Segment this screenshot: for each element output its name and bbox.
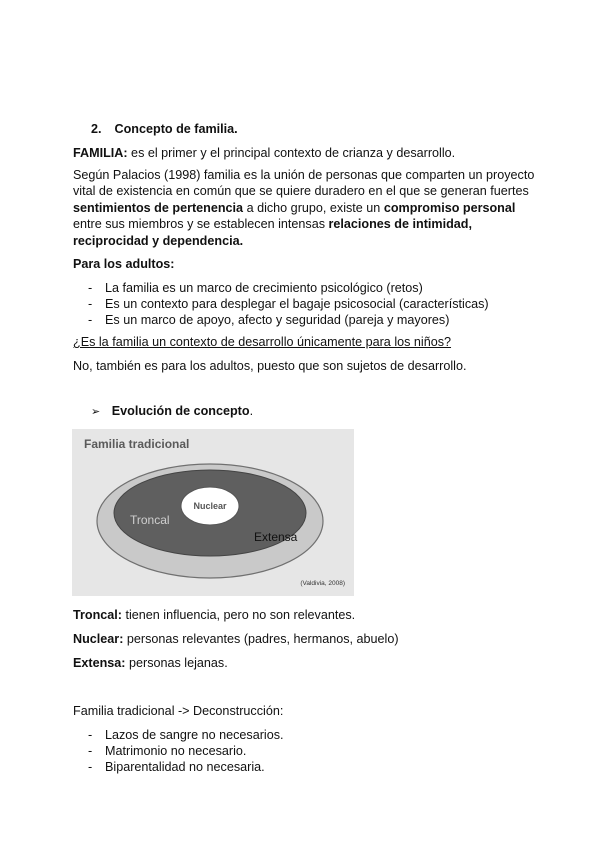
answer-line: No, también es para los adultos, puesto que son sujetos de desarrollo. [73, 359, 467, 373]
figure-citation: (Valdivia, 2008) [300, 580, 345, 587]
type-text: personas relevantes (padres, hermanos, abuelo) [123, 632, 399, 646]
palacios-paragraph [73, 167, 535, 249]
section-heading [91, 122, 238, 136]
troncal-label: Troncal [130, 513, 170, 527]
question-line: ¿Es la familia un contexto de desarrollo únicamente para los niños? [73, 335, 452, 349]
family-diagram [72, 429, 354, 596]
adults-heading: Para los adultos: [73, 257, 175, 271]
list-item-text: La familia es un marco de crecimiento psicológico (retos) [105, 281, 423, 295]
palacios-text-2: a dicho grupo, existe un [243, 200, 384, 215]
type-troncal [73, 607, 533, 623]
figure-title: Familia tradicional [84, 437, 190, 451]
palacios-bold-3: relaciones de intimidad, reciprocidad y dependencia. [73, 217, 472, 248]
type-text: personas lejanas. [125, 656, 228, 670]
evolution-heading [91, 404, 253, 418]
type-extensa [73, 655, 533, 671]
type-term: Extensa: [73, 656, 126, 670]
deconstruction-list [88, 727, 284, 776]
section-number: 2. [91, 122, 102, 136]
type-nuclear [73, 631, 533, 647]
type-term: Nuclear: [73, 632, 124, 646]
list-item-text: Biparentalidad no necesaria. [105, 760, 265, 775]
definition-line [73, 145, 533, 161]
adults-list [88, 280, 489, 329]
palacios-bold-1: sentimientos de pertenencia [73, 200, 244, 215]
list-item [88, 296, 489, 312]
dash-bullet: - [88, 297, 93, 312]
dash-bullet: - [88, 313, 93, 328]
list-item [88, 312, 489, 328]
dash-bullet: - [88, 744, 93, 759]
list-item-text: Matrimonio no necesario. [105, 744, 247, 759]
definition-term: FAMILIA: [73, 146, 128, 160]
dash-bullet: - [88, 760, 93, 775]
palacios-text-3: entre sus miembros y se establecen intensas [73, 217, 329, 232]
list-item [88, 759, 284, 775]
extensa-label: Extensa [254, 530, 298, 544]
list-item [88, 280, 489, 296]
arrow-bullet-icon: ➢ [91, 405, 101, 418]
palacios-bold-2: compromiso personal [383, 200, 516, 215]
dash-bullet: - [88, 281, 93, 295]
list-item-text: Es un marco de apoyo, afecto y seguridad (pareja y mayores) [105, 313, 450, 328]
concentric-ellipses [72, 429, 354, 596]
nuclear-label: Nuclear [193, 501, 227, 511]
definition-text: es el primer y el principal contexto de crianza y desarrollo. [127, 146, 456, 160]
list-item [88, 743, 284, 759]
list-item [88, 727, 284, 743]
section-title: Concepto de familia. [114, 122, 238, 136]
palacios-text-1: Según Palacios (1998) familia es la unión de personas que comparten un proyecto vital de existencia en común que se quiere duradero en el que se generan fuertes [73, 168, 535, 199]
deconstruction-heading: Familia tradicional -> Deconstrucción: [73, 704, 284, 718]
list-item-text: Lazos de sangre no necesarios. [105, 728, 284, 742]
dash-bullet: - [88, 728, 93, 742]
type-text: tienen influencia, pero no son relevantes. [122, 608, 356, 622]
evolution-title: Evolución de concepto [111, 404, 250, 418]
evolution-period: . [249, 404, 254, 418]
type-term: Troncal: [73, 608, 122, 622]
list-item-text: Es un contexto para desplegar el bagaje psicosocial (características) [105, 297, 489, 312]
